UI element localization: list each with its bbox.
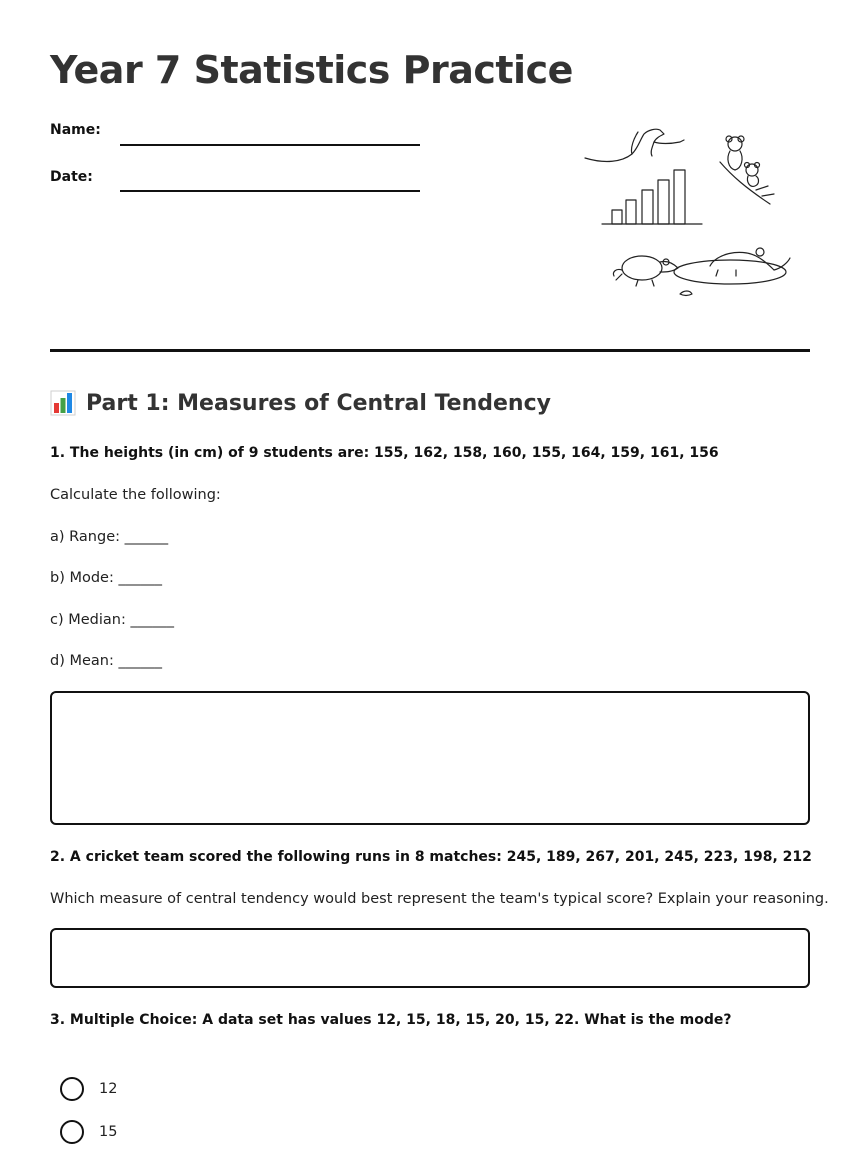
question-3-option-1[interactable]: [60, 1077, 117, 1101]
name-field[interactable]: [120, 144, 420, 146]
question-3-option-2[interactable]: [60, 1120, 117, 1144]
section-divider: [50, 349, 810, 352]
section-title-part1: [50, 390, 551, 416]
question-1c: c) Median: ______: [50, 612, 174, 628]
page-title: Year 7 Statistics Practice: [50, 48, 573, 92]
date-field[interactable]: [120, 190, 420, 192]
option-label: 15: [99, 1124, 118, 1140]
question-1b: b) Mode: ______: [50, 570, 162, 586]
bar-chart-icon: [50, 390, 76, 416]
question-1d: d) Mean: ______: [50, 653, 162, 669]
question-2-prompt: 2. A cricket team scored the following runs in 8 matches: 245, 189, 267, 201, 245, 223, 198, 212: [50, 849, 812, 865]
question-1-prompt: 1. The heights (in cm) of 9 students are: 155, 162, 158, 160, 155, 164, 159, 161, 156: [50, 445, 719, 461]
radio-button[interactable]: [60, 1120, 84, 1144]
question-1-answer-box[interactable]: [50, 691, 810, 825]
question-1a: a) Range: ______: [50, 529, 169, 545]
question-2-instruction: Which measure of central tendency would best represent the team's typical score? Explain your reasoning.: [50, 891, 829, 907]
question-1-instruction: Calculate the following:: [50, 487, 221, 503]
question-2-answer-box[interactable]: [50, 928, 810, 988]
australian-animals-illustration: [560, 118, 800, 308]
option-label: 12: [99, 1081, 118, 1097]
date-label: Date:: [50, 169, 93, 185]
name-label: Name:: [50, 122, 101, 138]
section-title-text: Part 1: Measures of Central Tendency: [86, 390, 551, 416]
radio-button[interactable]: [60, 1077, 84, 1101]
question-3-prompt: 3. Multiple Choice: A data set has values 12, 15, 18, 15, 20, 15, 22. What is the mode?: [50, 1012, 732, 1028]
